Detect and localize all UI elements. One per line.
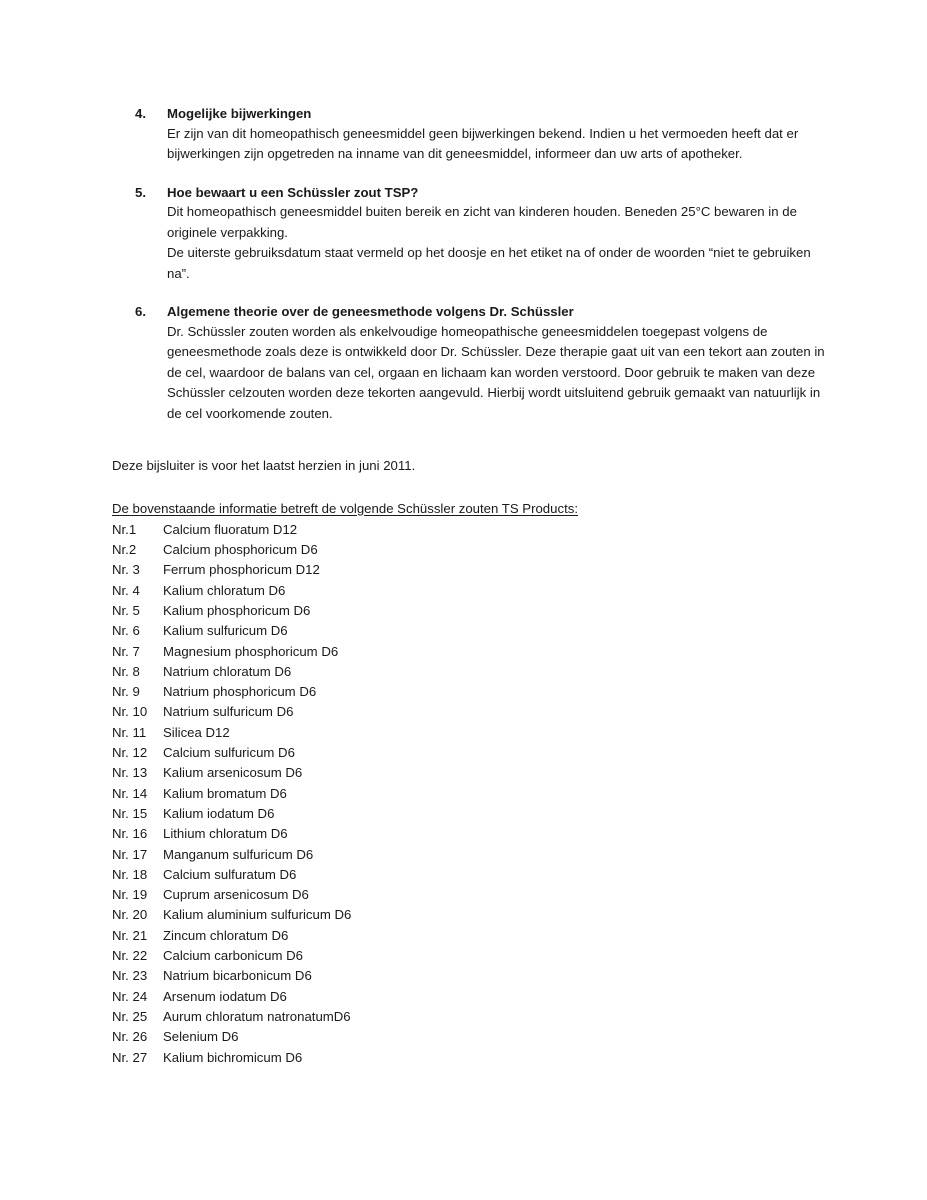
list-item — [112, 865, 832, 885]
salt-number: Nr. 19 — [112, 887, 148, 903]
salt-name: Calcium fluoratum D12 — [163, 521, 298, 537]
salt-name: Silicea D12 — [163, 724, 230, 740]
salt-number: Nr. 11 — [112, 724, 147, 740]
section-6-heading-text: Algemene theorie over de geneesmethode volgens Dr. Schüssler — [167, 304, 574, 319]
salt-number: Nr. 6 — [112, 623, 140, 639]
salt-name: Kalium aluminium sulfuricum D6 — [163, 907, 352, 923]
salt-name: Ferrum phosphoricum D12 — [163, 562, 320, 578]
salt-name: Arsenum iodatum D6 — [163, 988, 287, 1004]
list-item — [112, 1048, 832, 1068]
list-item — [112, 763, 832, 783]
list-item — [112, 824, 832, 844]
section-5-paragraph-1: Dit homeopathisch geneesmiddel buiten bereik en zicht van kinderen houden. Beneden 25°C bewaren in de originele verpakking. — [167, 204, 797, 240]
salt-number: Nr. 10 — [112, 704, 148, 720]
list-item — [112, 540, 832, 560]
salt-name: Kalium bichromicum D6 — [163, 1049, 303, 1065]
list-item — [112, 1027, 832, 1047]
salt-number: Nr. 18 — [112, 866, 148, 882]
revision-note: Deze bijsluiter is voor het laatst herzien in juni 2011. — [112, 458, 416, 473]
salt-name: Natrium sulfuricum D6 — [163, 704, 294, 720]
salt-name: Lithium chloratum D6 — [163, 826, 288, 842]
section-5-number: 5. — [135, 184, 146, 200]
salt-name: Kalium arsenicosum D6 — [163, 765, 303, 781]
list-item — [112, 905, 832, 925]
salt-number: Nr. 8 — [112, 663, 140, 679]
salt-number: Nr.1 — [112, 521, 137, 537]
section-5-heading-text: Hoe bewaart u een Schüssler zout TSP? — [167, 184, 419, 200]
list-item — [112, 804, 832, 824]
list-item — [112, 621, 832, 641]
salt-number: Nr. 27 — [112, 1049, 148, 1065]
section-5-body — [112, 202, 832, 284]
list-item — [112, 743, 832, 763]
list-item — [112, 601, 832, 621]
section-4-heading-text: Mogelijke bijwerkingen — [167, 106, 312, 121]
section-5 — [112, 183, 832, 285]
salt-name: Natrium bicarbonicum D6 — [163, 968, 312, 984]
salt-number: Nr. 3 — [112, 562, 140, 578]
section-4-number: 4. — [135, 106, 146, 121]
section-6-paragraph: Dr. Schüssler zouten worden als enkelvoudige homeopathische geneesmiddelen toegepast volgens de geneesmethode zoals deze is ontwikkeld door Dr. Schüssler. Deze therapie gaat uit van een tekort aan zouten in de cel, waardoor de balans van cel, orgaan en lichaam kan worden verstoord. Door gebruik te maken van deze Schüssler celzouten worden deze tekorten aangevuld. Hierbij wordt uitsluitend gebruik gemaakt van natuurlijk in de cel voorkomende zouten. — [167, 323, 825, 421]
list-item — [112, 885, 832, 905]
salt-name: Calcium phosphoricum D6 — [163, 542, 318, 558]
section-6-heading — [112, 302, 832, 322]
salt-number: Nr. 4 — [112, 582, 140, 598]
list-item — [112, 662, 832, 682]
section-6-body — [112, 322, 832, 425]
salt-number: Nr. 20 — [112, 907, 148, 923]
salt-number: Nr. 15 — [112, 805, 148, 821]
salt-number: Nr. 7 — [112, 643, 140, 659]
list-item — [112, 682, 832, 702]
salt-list — [112, 520, 832, 1068]
salt-name: Calcium sulfuratum D6 — [163, 866, 297, 882]
section-4 — [112, 104, 832, 165]
salt-number: Nr. 9 — [112, 684, 140, 700]
salt-name: Kalium chloratum D6 — [163, 582, 286, 598]
salt-name: Manganum sulfuricum D6 — [163, 846, 314, 862]
salt-number: Nr. 21 — [112, 927, 148, 943]
list-item — [112, 520, 832, 540]
salt-list-title-wrap — [112, 499, 832, 520]
list-item — [112, 702, 832, 722]
salt-number: Nr. 17 — [112, 846, 148, 862]
section-5-paragraph-2: De uiterste gebruiksdatum staat vermeld op het doosje en het etiket na of onder de woorden “niet te gebruiken na”. — [167, 245, 811, 281]
salt-name: Kalium bromatum D6 — [163, 785, 287, 801]
salt-name: Natrium chloratum D6 — [163, 663, 292, 679]
salt-name: Kalium sulfuricum D6 — [163, 623, 288, 639]
spacer-before-list — [112, 477, 832, 499]
section-4-body — [112, 124, 832, 165]
salt-name: Cuprum arsenicosum D6 — [163, 887, 309, 903]
salt-name: Kalium phosphoricum D6 — [163, 602, 311, 618]
salt-number: Nr. 24 — [112, 988, 148, 1004]
salt-name: Selenium D6 — [163, 1029, 239, 1045]
document-content — [112, 104, 832, 1068]
salt-number: Nr. 16 — [112, 826, 148, 842]
section-6 — [112, 302, 832, 424]
list-item — [112, 642, 832, 662]
salt-number: Nr. 13 — [112, 765, 148, 781]
salt-name: Zincum chloratum D6 — [163, 927, 289, 943]
salt-number: Nr. 26 — [112, 1029, 148, 1045]
salt-list-title: De bovenstaande informatie betreft de volgende Schüssler zouten TS Products: — [112, 500, 578, 516]
salt-name: Natrium phosphoricum D6 — [163, 684, 317, 700]
list-item — [112, 987, 832, 1007]
salt-name: Aurum chloratum natronatumD6 — [163, 1008, 351, 1024]
list-item — [112, 845, 832, 865]
section-6-number: 6. — [135, 304, 146, 319]
list-item — [112, 1007, 832, 1027]
section-4-heading — [112, 104, 832, 124]
salt-number: Nr. 12 — [112, 745, 148, 761]
salt-name: Magnesium phosphoricum D6 — [163, 643, 339, 659]
salt-name: Kalium iodatum D6 — [163, 805, 275, 821]
salt-number: Nr. 22 — [112, 948, 148, 964]
salt-number: Nr. 5 — [112, 602, 140, 618]
list-item — [112, 581, 832, 601]
section-4-paragraph: Er zijn van dit homeopathisch geneesmiddel geen bijwerkingen bekend. Indien u het vermoeden heeft dat er bijwerkingen zijn opgetreden na inname van dit geneesmiddel, informeer dan uw arts of apotheker. — [167, 125, 799, 161]
salt-number: Nr. 23 — [112, 968, 148, 984]
list-item — [112, 723, 832, 743]
salt-number: Nr.2 — [112, 542, 137, 558]
salt-number: Nr. 25 — [112, 1008, 148, 1024]
section-5-heading — [112, 183, 832, 203]
list-item — [112, 784, 832, 804]
salt-name: Calcium carbonicum D6 — [163, 948, 303, 964]
list-item — [112, 966, 832, 986]
list-item — [112, 926, 832, 946]
list-item — [112, 946, 832, 966]
salt-name: Calcium sulfuricum D6 — [163, 745, 295, 761]
spacer-before-revision — [112, 442, 832, 456]
salt-number: Nr. 14 — [112, 785, 148, 801]
list-item — [112, 560, 832, 580]
